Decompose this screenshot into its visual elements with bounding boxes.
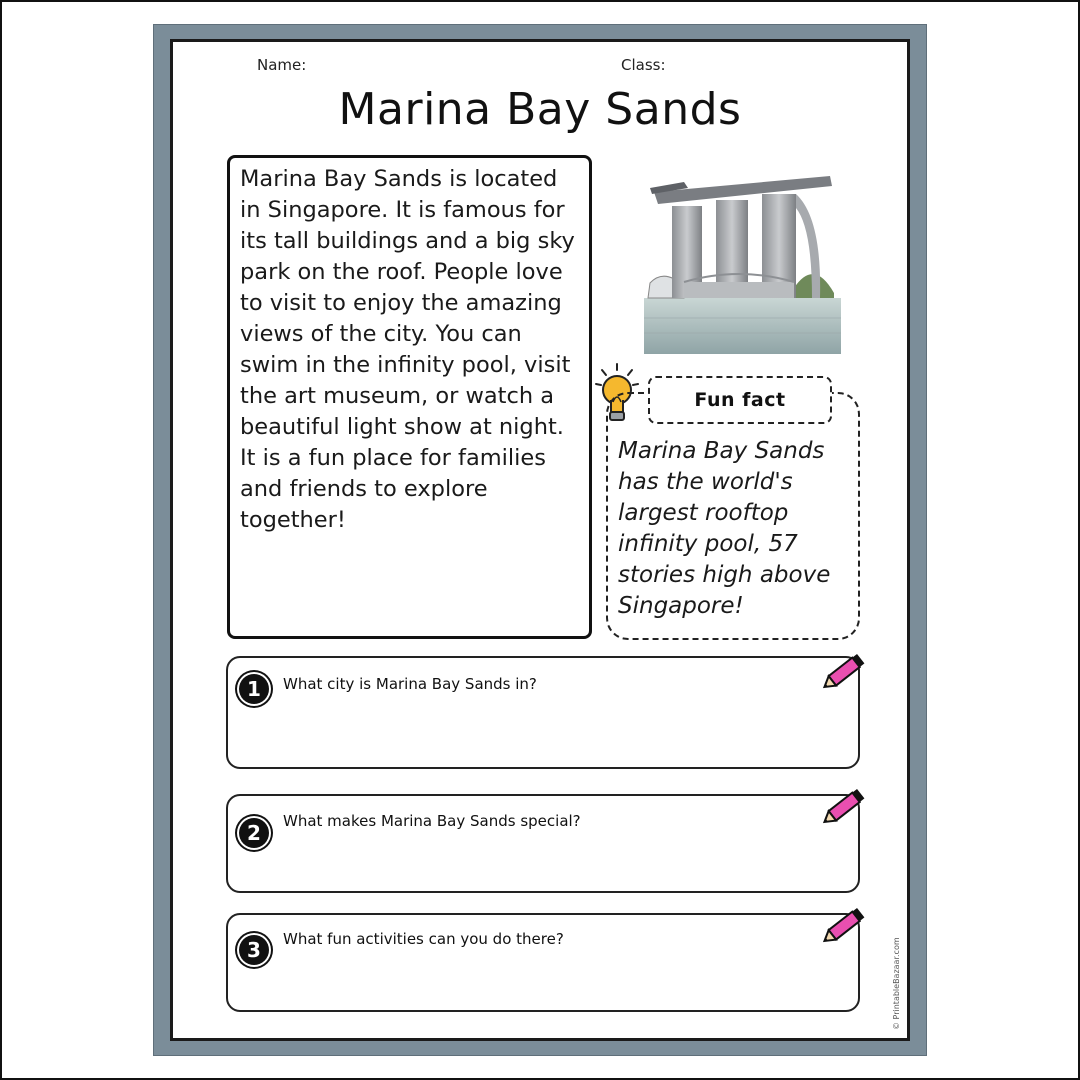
answer-box-3[interactable]	[226, 913, 860, 1012]
copyright-credit: © PrintableBazaar.com	[892, 937, 901, 1030]
question-text-3: What fun activities can you do there?	[283, 930, 564, 948]
question-number-2: 2	[239, 818, 269, 848]
class-label: Class:	[621, 56, 666, 74]
question-number-3: 3	[239, 935, 269, 965]
question-text-1: What city is Marina Bay Sands in?	[283, 675, 537, 693]
marina-bay-sands-photo	[644, 158, 841, 354]
answer-box-1[interactable]	[226, 656, 860, 769]
pencil-icon	[818, 650, 870, 696]
page-title: Marina Bay Sands	[338, 84, 742, 135]
question-number-1: 1	[239, 674, 269, 704]
name-label: Name:	[257, 56, 307, 74]
question-text-2: What makes Marina Bay Sands special?	[283, 812, 581, 830]
fun-fact-heading: Fun fact	[648, 376, 832, 424]
pencil-icon	[818, 785, 870, 831]
story-text: Marina Bay Sands is located in Singapore. It is famous for its tall buildings and a big sky park on the roof. People love to visit to enjoy the amazing views of the city. You can swim in the infinity pool, visit the art museum, or watch a beautiful light show at night. It is a fun place for families and friends to explore together!	[240, 166, 575, 533]
story-box	[227, 155, 592, 639]
pencil-icon	[818, 904, 870, 950]
answer-box-2[interactable]	[226, 794, 860, 893]
fun-fact-text: Marina Bay Sands has the world's largest rooftop infinity pool, 57 stories high above Singapore!	[618, 438, 831, 619]
